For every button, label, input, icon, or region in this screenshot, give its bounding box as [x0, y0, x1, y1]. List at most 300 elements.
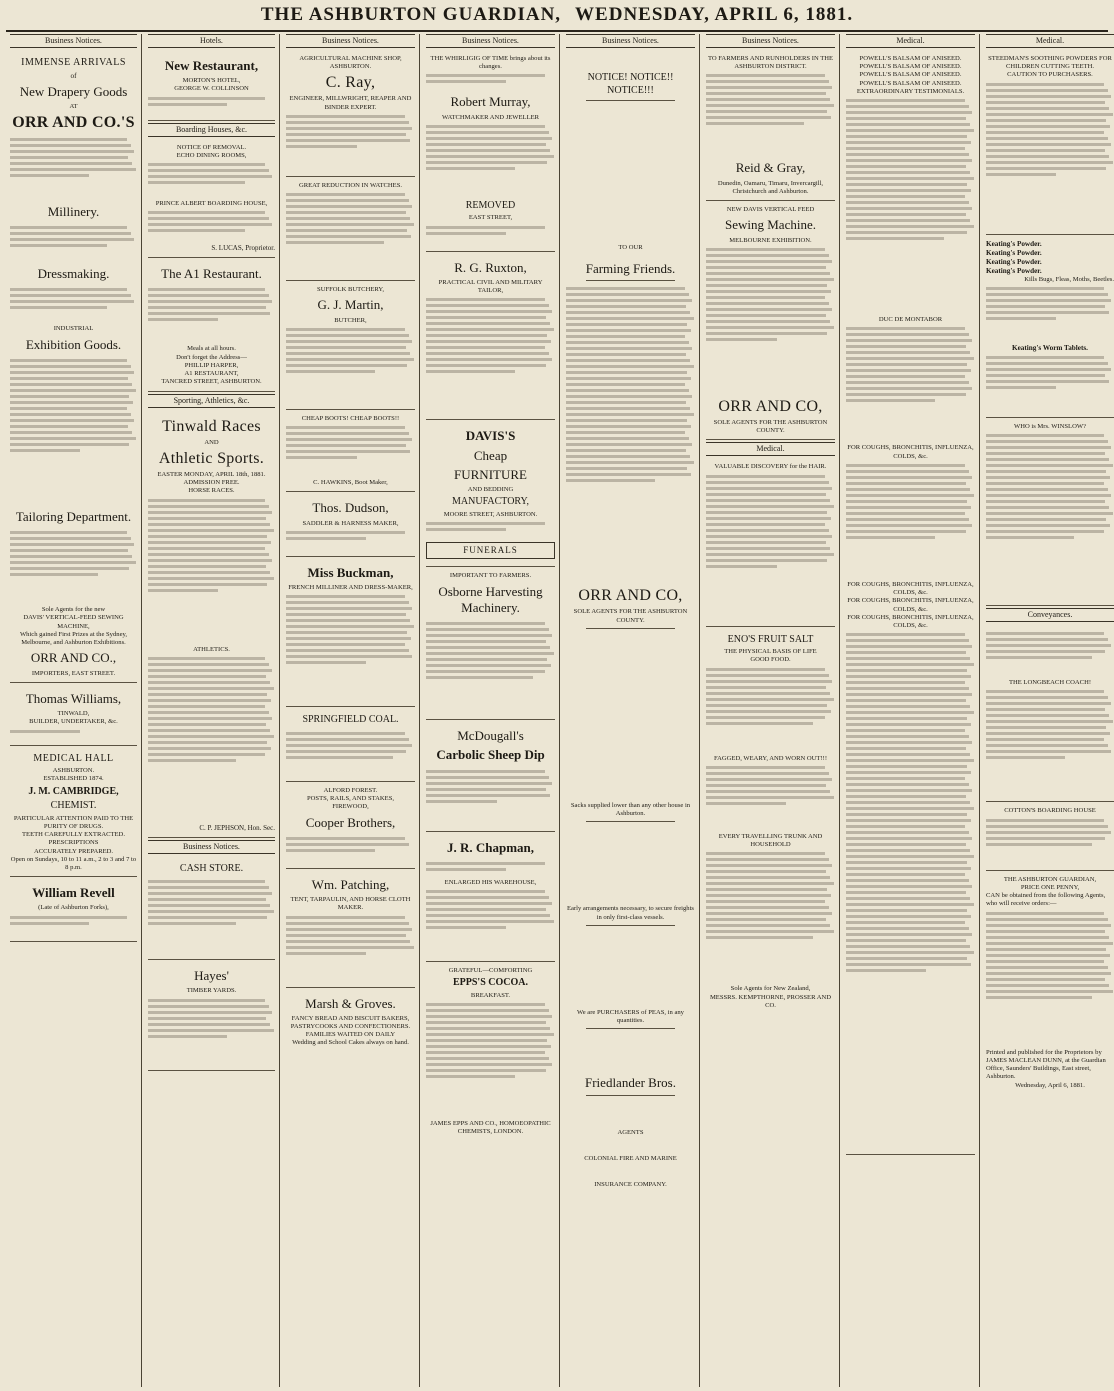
text-line	[286, 843, 409, 846]
text-line	[846, 747, 966, 750]
ad-text: MORTON'S HOTEL,	[182, 77, 241, 85]
ad-medical-hall	[10, 748, 137, 878]
text-line	[148, 229, 245, 232]
text-line	[986, 819, 1104, 822]
text-line	[286, 432, 409, 435]
text-line	[706, 778, 832, 781]
text-line	[846, 219, 970, 222]
ad-heading: CHEMIST.	[50, 800, 97, 812]
text-line	[706, 547, 830, 550]
body-text	[286, 190, 415, 276]
ad-text: PARTICULAR ATTENTION PAID TO THE PURITY OF DRUGS.	[13, 814, 134, 830]
text-line	[986, 476, 1110, 479]
text-line	[846, 500, 967, 503]
text-line	[846, 639, 969, 642]
text-line	[566, 401, 686, 404]
text-line	[10, 288, 127, 291]
text-line	[10, 371, 134, 374]
text-line	[426, 658, 547, 661]
text-line	[10, 561, 136, 564]
ad-dudson	[286, 494, 415, 556]
ad-text: GRATEFUL—COMFORTING	[448, 967, 533, 975]
text-line	[426, 155, 554, 158]
ad-heading: Friedlander Bros.	[585, 1075, 676, 1091]
text-line	[426, 646, 550, 649]
text-line	[148, 693, 267, 696]
text-line	[846, 351, 970, 354]
body-text	[286, 423, 415, 479]
text-line	[846, 825, 965, 828]
ad-text: We are PURCHASERS of PEAS, in any quantities.	[577, 1008, 684, 1025]
ad-text: THE LONGBEACH COACH!	[1008, 679, 1092, 687]
text-line	[706, 98, 830, 101]
text-line	[846, 357, 974, 360]
ad-text: TANCRED STREET, ASHBURTON.	[161, 378, 262, 386]
text-line	[986, 506, 1109, 509]
text-line	[706, 487, 832, 490]
text-line	[846, 524, 972, 527]
text-line	[426, 358, 552, 361]
text-line	[846, 873, 965, 876]
text-line	[706, 852, 825, 855]
text-line	[986, 912, 1104, 915]
text-line	[986, 960, 1104, 963]
text-line	[148, 175, 272, 178]
text-line	[846, 345, 966, 348]
body-text	[286, 528, 415, 552]
ad-text: PASTRYCOOKS AND CONFECTIONERS.	[290, 1022, 411, 1030]
text-line	[846, 117, 966, 120]
ad-winslow	[986, 420, 1114, 606]
ad-text: POWELL'S BALSAM OF ANISEED.	[859, 71, 962, 79]
text-line	[706, 302, 829, 305]
text-line	[846, 855, 974, 858]
ad-heading: Keating's Powder.	[986, 257, 1042, 266]
ad-epps	[426, 964, 555, 1140]
text-line	[426, 890, 545, 893]
text-line	[148, 294, 269, 297]
text-line	[286, 637, 411, 640]
text-line	[148, 103, 227, 106]
text-line	[986, 650, 1105, 653]
text-line	[706, 668, 825, 671]
ad-heading: Athletic Sports.	[158, 449, 265, 467]
ad-text: TEETH CAREFULLY EXTRACTED.	[22, 831, 125, 839]
text-line	[10, 232, 131, 235]
ad-heading: EPPS'S COCOA.	[452, 977, 528, 989]
body-text	[10, 135, 137, 201]
text-line	[286, 928, 412, 931]
text-line	[286, 426, 405, 429]
ad-davis-furniture	[426, 422, 555, 567]
text-line	[846, 801, 970, 804]
body-text	[148, 208, 275, 244]
text-line	[986, 536, 1074, 539]
text-line	[986, 690, 1104, 693]
text-line	[286, 444, 406, 447]
ad-text: ENGINEER, MILLWRIGHT, REAPER AND BINDER EXPERT.	[289, 95, 412, 111]
ad-text: FANCY BREAD AND BISCUIT BAKERS,	[291, 1014, 410, 1022]
text-line	[846, 897, 970, 900]
text-line	[148, 217, 269, 220]
text-line	[986, 656, 1092, 659]
text-line	[986, 500, 1105, 503]
body-text	[10, 528, 137, 606]
text-line	[706, 674, 829, 677]
ad-text: SADDLER & HARNESS MAKER,	[302, 519, 399, 527]
text-line	[148, 916, 267, 919]
ad-text: ADMISSION FREE.	[183, 479, 240, 487]
text-line	[706, 529, 829, 532]
text-line	[706, 122, 804, 125]
text-line	[986, 825, 1108, 828]
ad-guardian-agents	[986, 873, 1114, 1094]
text-line	[426, 868, 506, 871]
text-line	[706, 870, 826, 873]
text-line	[846, 699, 966, 702]
text-line	[566, 365, 694, 368]
text-line	[286, 121, 409, 124]
text-line	[426, 310, 552, 313]
ad-text: FOR COUGHS, BRONCHITIS, INFLUENZA, COLDS, &c.	[847, 580, 974, 597]
ad-heading: J. M. CAMBRIDGE,	[28, 785, 119, 797]
text-line	[706, 290, 831, 293]
text-line	[986, 125, 1110, 128]
text-line	[286, 205, 412, 208]
ad-text: POWELL'S BALSAM OF ANISEED.	[859, 55, 962, 62]
ad-text: ATHLETICS.	[193, 645, 230, 653]
ad-heading: SPRINGFIELD COAL.	[302, 714, 399, 726]
text-line	[426, 1063, 552, 1066]
ad-text: GEORGE W. COLLINSON	[174, 85, 249, 93]
ad-removal	[148, 141, 275, 258]
text-line	[706, 326, 834, 329]
ad-text: VALUABLE DISCOVERY for the HAIR.	[714, 463, 827, 471]
column-5	[562, 34, 700, 1387]
text-line	[426, 664, 551, 667]
ad-heading: Thos. Dudson,	[312, 500, 389, 516]
text-line	[706, 535, 832, 538]
text-line	[566, 437, 689, 440]
text-line	[846, 207, 972, 210]
body-text	[846, 96, 975, 316]
text-line	[706, 876, 830, 879]
text-line	[148, 583, 267, 586]
ad-text: EASTER MONDAY, APRIL 18th, 1881.	[157, 470, 266, 478]
text-line	[10, 150, 134, 153]
text-line	[148, 169, 269, 172]
text-line	[706, 110, 827, 113]
text-line	[426, 522, 545, 525]
ad-text: PRICE ONE PENNY,	[1020, 883, 1080, 891]
text-line	[706, 553, 834, 556]
ad-cooper	[286, 784, 415, 869]
ad-heading: Exhibition Goods.	[25, 336, 122, 352]
ad-cottons	[986, 804, 1114, 870]
text-line	[286, 661, 366, 664]
text-line	[566, 473, 691, 476]
ad-reid-gray	[706, 52, 835, 201]
text-line	[986, 161, 1113, 164]
text-line	[986, 149, 1105, 152]
text-line	[286, 340, 412, 343]
text-line	[986, 95, 1111, 98]
text-line	[986, 726, 1106, 729]
text-line	[286, 916, 405, 919]
ad-heading: Reid & Gray,	[735, 160, 806, 176]
text-line	[706, 248, 825, 251]
text-line	[706, 523, 825, 526]
text-line	[846, 518, 969, 521]
text-line	[986, 155, 1109, 158]
text-line	[148, 589, 218, 592]
ad-text: SUFFOLK BUTCHERY,	[317, 286, 384, 294]
text-line	[986, 368, 1111, 371]
text-line	[706, 772, 829, 775]
text-line	[566, 293, 689, 296]
text-line	[846, 512, 965, 515]
ad-text: Meals at all hours.	[187, 345, 236, 353]
text-line	[986, 756, 1065, 759]
text-line	[566, 371, 687, 374]
text-line	[566, 449, 686, 452]
body-text	[846, 461, 975, 581]
ad-text: SOLE AGENTS FOR THE ASHBURTON COUNTY.	[573, 608, 688, 624]
text-line	[286, 229, 407, 232]
ad-osborne	[426, 569, 555, 720]
body-text	[426, 71, 555, 91]
text-line	[986, 470, 1106, 473]
text-line	[986, 380, 1109, 383]
text-line	[286, 537, 366, 540]
body-text	[148, 94, 275, 116]
ad-ray	[286, 52, 415, 177]
text-line	[426, 125, 545, 128]
text-line	[10, 407, 127, 410]
text-line	[706, 278, 834, 281]
text-line	[846, 536, 935, 539]
text-line	[846, 488, 970, 491]
text-line	[10, 226, 127, 229]
text-line	[846, 657, 970, 660]
text-line	[148, 97, 265, 100]
body-text	[286, 325, 415, 405]
text-line	[846, 777, 965, 780]
text-line	[426, 640, 546, 643]
text-line	[706, 296, 825, 299]
text-line	[566, 359, 690, 362]
ad-hawkins	[286, 412, 415, 492]
text-line	[706, 266, 826, 269]
text-line	[706, 784, 826, 787]
text-line	[10, 238, 134, 241]
ad-text: FOR COUGHS, BRONCHITIS, INFLUENZA, COLDS, &c.	[847, 613, 974, 630]
text-line	[986, 632, 1104, 635]
ad-text: AT	[69, 102, 78, 110]
text-line	[986, 488, 1108, 491]
text-line	[846, 687, 969, 690]
ad-text: AGRICULTURAL MACHINE SHOP, ASHBURTON.	[299, 55, 402, 71]
text-line	[566, 353, 686, 356]
ad-text: POWELL'S BALSAM OF ANISEED.	[859, 63, 962, 71]
text-line	[148, 523, 270, 526]
body-text	[986, 431, 1114, 601]
ad-new-restaurant	[148, 52, 275, 121]
ad-text: COTTON'S BOARDING HOUSE	[1004, 807, 1096, 815]
ad-heading: The A1 Restaurant.	[161, 266, 262, 282]
ad-text: WATCHMAKER AND JEWELLER	[441, 113, 540, 121]
ad-text: TENT, TARPAULIN, AND HORSE CLOTH MAKER.	[290, 896, 411, 912]
ad-text: STEEDMAN'S SOOTHING POWDERS FOR CHILDREN CUTTING TEETH.	[988, 55, 1112, 71]
text-line	[426, 149, 550, 152]
text-line	[846, 506, 971, 509]
text-line	[286, 922, 409, 925]
text-line	[706, 254, 829, 257]
ad-heading: FURNITURE	[454, 466, 527, 482]
text-line	[148, 675, 266, 678]
text-line	[148, 517, 266, 520]
text-line	[286, 732, 405, 735]
text-line	[986, 293, 1108, 296]
text-line	[986, 978, 1105, 981]
text-line	[286, 744, 412, 747]
text-line	[986, 918, 1108, 921]
body-text	[10, 356, 137, 506]
text-line	[986, 446, 1111, 449]
text-line	[148, 306, 266, 309]
text-line	[986, 936, 1109, 939]
text-line	[846, 885, 972, 888]
text-line	[10, 916, 127, 919]
text-line	[10, 383, 132, 386]
ad-heading: ENO'S FRUIT SALT	[727, 633, 814, 645]
text-line	[846, 494, 974, 497]
ad-text: FIREWOOD,	[332, 803, 369, 811]
text-line	[286, 946, 414, 949]
text-line	[286, 619, 410, 622]
text-line	[706, 565, 777, 568]
text-line	[10, 365, 131, 368]
text-line	[148, 553, 269, 556]
ad-text: Sole Agents for New Zealand,	[730, 985, 811, 993]
text-line	[10, 306, 107, 309]
ad-text: EAST STREET,	[468, 214, 513, 222]
text-line	[426, 298, 545, 301]
ad-heading: J. R. Chapman,	[446, 839, 535, 855]
text-line	[148, 723, 266, 726]
text-line	[148, 1011, 272, 1014]
text-line	[706, 272, 830, 275]
text-line	[706, 92, 826, 95]
text-line	[426, 862, 545, 865]
text-line	[706, 74, 825, 77]
body-text	[986, 629, 1114, 679]
body-text	[706, 849, 835, 985]
text-line	[426, 652, 554, 655]
ad-text: PRACTICAL CIVIL AND MILITARY TAILOR,	[438, 278, 543, 295]
ad-text: THE PHYSICAL BASIS OF LIFE	[724, 648, 817, 656]
text-line	[148, 759, 236, 762]
text-line	[426, 914, 550, 917]
text-line	[148, 529, 274, 532]
ad-tinwald-races	[148, 412, 275, 838]
text-line	[426, 528, 506, 531]
text-line	[426, 322, 550, 325]
text-line	[706, 894, 831, 897]
text-line	[986, 954, 1110, 957]
text-line	[10, 449, 80, 452]
text-line	[846, 651, 966, 654]
body-text	[706, 472, 835, 622]
text-line	[148, 505, 269, 508]
text-line	[706, 906, 829, 909]
text-line	[986, 518, 1106, 521]
text-line	[426, 782, 552, 785]
text-line	[706, 790, 830, 793]
ad-text: PRINCE ALBERT BOARDING HOUSE,	[155, 200, 268, 208]
text-line	[986, 458, 1109, 461]
text-line	[148, 565, 266, 568]
text-line	[148, 535, 267, 538]
ad-text: Sacks supplied lower than any other house in Ashburton.	[570, 801, 691, 818]
ad-heading: Dressmaking.	[37, 266, 110, 282]
text-line	[846, 363, 967, 366]
text-line	[426, 1069, 546, 1072]
text-line	[10, 156, 128, 159]
text-line	[148, 735, 274, 738]
text-line	[846, 879, 969, 882]
ad-text: GOOD FOOD.	[750, 656, 791, 664]
body-text	[706, 763, 835, 833]
text-line	[846, 105, 969, 108]
text-line	[426, 346, 545, 349]
text-line	[846, 141, 971, 144]
ad-text: TO OUR	[618, 244, 643, 251]
body-text	[286, 834, 415, 864]
text-line	[986, 750, 1111, 753]
text-line	[426, 902, 552, 905]
ad-text: Early arrangements necessary, to secure freights in only first-class vessels.	[567, 905, 694, 921]
text-line	[846, 837, 972, 840]
text-line	[566, 431, 685, 434]
body-text	[986, 909, 1114, 1049]
text-line	[426, 352, 549, 355]
ad-text: POSTS, RAILS, AND STAKES,	[306, 795, 395, 803]
ad-revell	[10, 879, 137, 941]
text-line	[426, 670, 545, 673]
text-line	[286, 193, 405, 196]
text-line	[426, 304, 549, 307]
ad-cash-store	[148, 858, 275, 961]
ad-text: Which gained First Prizes at the Sydney, Melbourne, and Ashburton Exhibitions.	[19, 630, 128, 647]
text-line	[706, 517, 831, 520]
text-line	[148, 886, 269, 889]
text-line	[846, 915, 971, 918]
ad-heading: MANUFACTORY,	[452, 496, 529, 508]
text-line	[148, 1005, 269, 1008]
text-line	[706, 924, 830, 927]
ad-williams	[10, 685, 137, 746]
text-line	[566, 377, 691, 380]
text-line	[986, 924, 1111, 927]
text-line	[566, 395, 692, 398]
text-line	[846, 476, 972, 479]
text-line	[846, 789, 972, 792]
text-line	[846, 675, 971, 678]
ad-text: NOTICE OF REMOVAL.	[176, 143, 247, 151]
text-line	[10, 531, 127, 534]
ad-text: SOLE AGENTS FOR THE ASHBURTON COUNTY.	[713, 418, 828, 435]
